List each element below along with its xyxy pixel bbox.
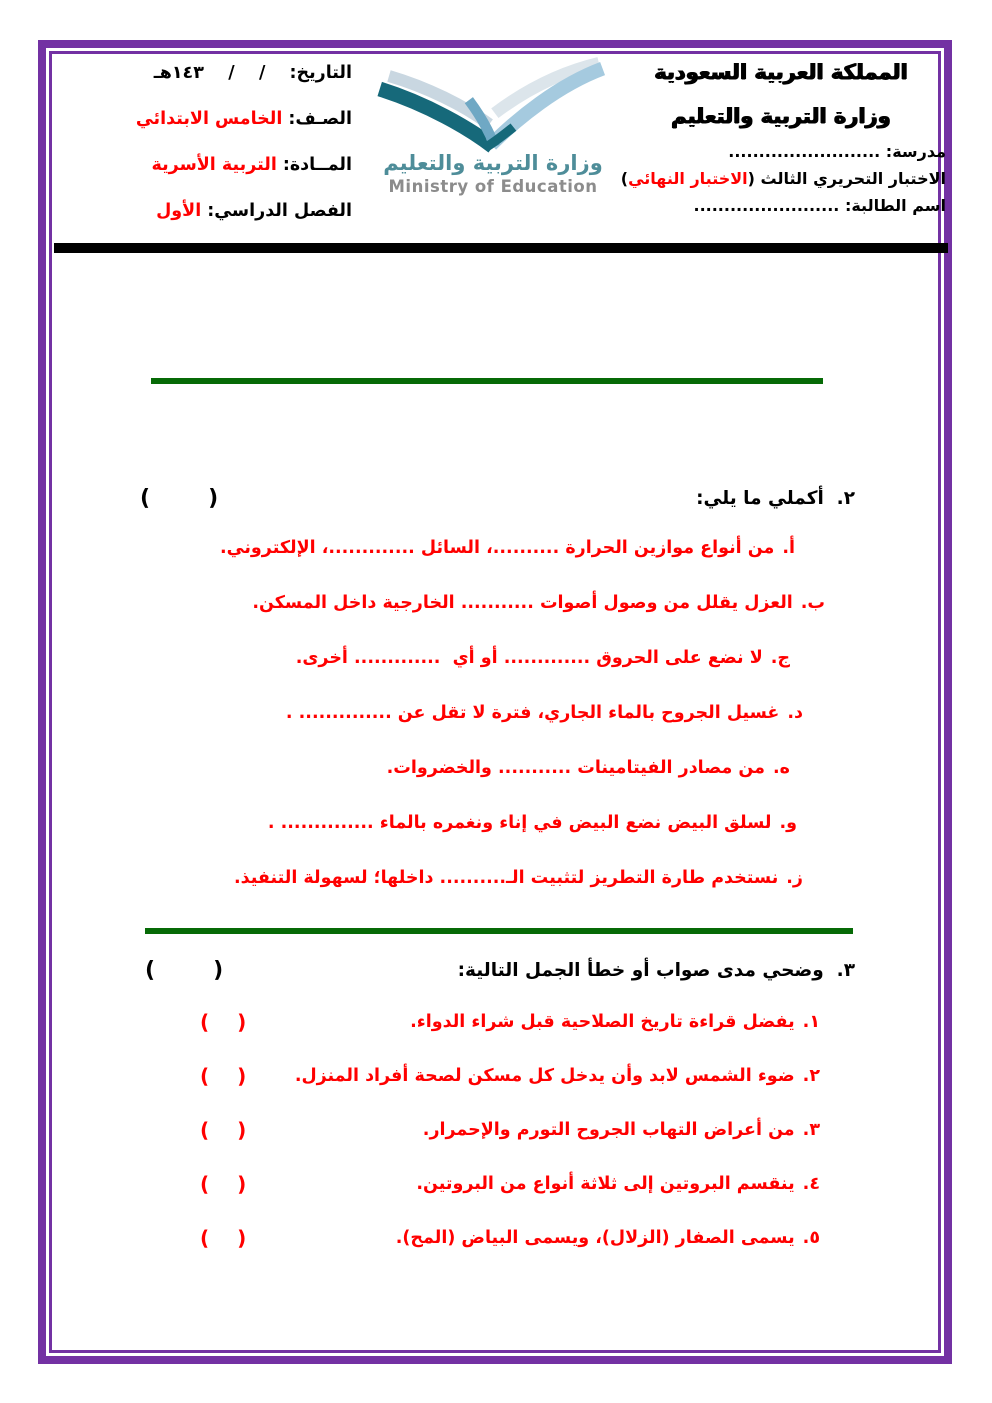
paren-open: (: [140, 485, 151, 511]
item-text: نستخدم طارة التطريز لتثبيت الـ.......... داخلها؛ لسهولة التنفيذ.: [233, 867, 779, 888]
question-2-title: ٢. أكملي ما يلي:: [696, 487, 855, 509]
exam-title-line: [616, 165, 946, 192]
item-label: ب.: [800, 592, 825, 613]
class-value: الخامس الابتدائي: [135, 109, 283, 129]
answer-parens: [200, 1226, 246, 1250]
item-number: ٥.: [802, 1228, 820, 1248]
true-false-item-3: [200, 1103, 820, 1157]
true-false-item-2: [200, 1049, 820, 1103]
subject-label: المــادة:: [282, 155, 352, 175]
statement: [410, 1012, 820, 1032]
question-3-items: [200, 995, 820, 1265]
date-line: [60, 50, 352, 96]
paren-close: ): [237, 1064, 247, 1088]
item-text: لسلق البيض نضع البيض في إناء ونغمره بالماء .............. .: [267, 812, 772, 833]
logo-arabic-text: وزارة التربية والتعليم: [383, 151, 603, 175]
fill-blank-item-z: [233, 850, 803, 905]
statement: [423, 1120, 820, 1140]
item-text: يسمى الصفار (الزلال)، ويسمى البياض (المح).: [395, 1228, 795, 1248]
item-text: يفضل قراءة تاريخ الصلاحية قبل شراء الدواء.: [410, 1012, 795, 1032]
item-text: من مصادر الفيتامينات ........... والخضروات.: [386, 757, 766, 778]
paren-open: (: [145, 957, 156, 983]
student-name-line: [616, 192, 946, 219]
item-text: لا نضع على الحروق ............. أو أي ............. أخرى.: [295, 647, 763, 668]
item-text: غسيل الجروح بالماء الجاري، فترة لا تقل عن .............. .: [285, 702, 780, 723]
paren-close: ): [237, 1172, 247, 1196]
item-number: ١.: [802, 1012, 820, 1032]
true-false-item-1: [200, 995, 820, 1049]
question-2-items: [220, 520, 825, 905]
item-text: ينقسم البروتين إلى ثلاثة أنواع من البروتين.: [416, 1174, 795, 1194]
exam-title-suffix: ): [620, 169, 629, 188]
item-text: من أنواع موازين الحرارة ..........، السائل .............، الإلكتروني.: [220, 537, 775, 558]
true-false-item-4: [200, 1157, 820, 1211]
ministry-calligraphy: وزارة التربية والتعليم: [671, 104, 891, 128]
school-label: مدرسة:: [885, 142, 946, 161]
exam-title-prefix: الاختبار التحريري الثالث (: [747, 169, 946, 188]
item-text: من أعراض التهاب الجروح التورم والإحمرار.: [422, 1120, 795, 1140]
statement: [416, 1174, 820, 1194]
item-label: ز.: [786, 867, 803, 888]
school-name-line: [616, 138, 946, 165]
logo-book-swoosh-icon: [367, 50, 619, 154]
fill-blank-item-j: [280, 630, 790, 685]
paren-open: (: [200, 1010, 210, 1034]
item-label: ه.: [773, 757, 790, 778]
semester-label: الفصل الدراسي:: [207, 201, 352, 221]
date-value: / / ١٤٣هـ: [153, 63, 266, 83]
paren-open: (: [200, 1064, 210, 1088]
item-number: ٣.: [802, 1120, 820, 1140]
class-line: [60, 96, 352, 142]
item-number: ٢.: [802, 1066, 820, 1086]
student-name-label: اسم الطالبة:: [844, 196, 946, 215]
subject-value: التربية الأسرية: [151, 155, 277, 175]
paren-close: ): [237, 1118, 247, 1142]
separator-line-1: [151, 378, 823, 384]
fill-blank-item-w: [267, 795, 797, 850]
header-right-column: [616, 50, 946, 219]
item-label: ج.: [770, 647, 790, 668]
item-number: ٤.: [802, 1174, 820, 1194]
item-text: العزل يقلل من وصول أصوات ........... الخارجية داخل المسكن.: [252, 592, 793, 613]
separator-line-2: [145, 928, 853, 934]
subject-line: [60, 142, 352, 188]
exam-title-final: الاختبار النهائي: [628, 169, 748, 188]
paren-open: (: [200, 1118, 210, 1142]
item-label: أ.: [782, 537, 795, 558]
answer-parens: [200, 1064, 246, 1088]
fill-blank-item-h: [280, 740, 790, 795]
semester-value: الأول: [156, 201, 202, 221]
school-dots: .........................: [728, 142, 881, 161]
ministry-of-education-logo: [366, 50, 620, 198]
date-label: التاريخ:: [289, 63, 352, 83]
student-name-dots: ........................: [693, 196, 840, 215]
question-3-title: ٣. وضحي مدى صواب أو خطأ الجمل التالية:: [457, 959, 855, 981]
paren-close: ): [208, 485, 219, 511]
question-3-score-parens: [145, 958, 223, 983]
item-text: ضوء الشمس لابد وأن يدخل كل مسكن لصحة أفراد المنزل.: [294, 1066, 795, 1086]
question-2-score-parens: [140, 486, 218, 511]
fill-blank-item-a: [220, 520, 795, 575]
header-divider-rule: [54, 243, 948, 253]
paren-close: ): [237, 1226, 247, 1250]
statement: [396, 1228, 820, 1248]
paren-open: (: [200, 1226, 210, 1250]
fill-blank-item-d: [280, 685, 803, 740]
item-label: د.: [787, 702, 803, 723]
question-2-heading: [140, 478, 855, 518]
logo-english-text: Ministry of Education: [388, 177, 598, 196]
answer-parens: [200, 1010, 246, 1034]
answer-parens: [200, 1118, 246, 1142]
class-label: الصـف:: [288, 109, 352, 129]
fill-blank-item-b: [252, 575, 825, 630]
item-label: و.: [779, 812, 797, 833]
question-3-heading: [145, 950, 855, 990]
answer-parens: [200, 1172, 246, 1196]
paren-open: (: [200, 1172, 210, 1196]
kingdom-calligraphy: المملكة العربية السعودية: [654, 60, 908, 84]
header-left-column: [60, 50, 352, 234]
statement: [295, 1066, 820, 1086]
true-false-item-5: [200, 1211, 820, 1265]
paren-close: ): [237, 1010, 247, 1034]
semester-line: [60, 188, 352, 234]
paren-close: ): [213, 957, 224, 983]
